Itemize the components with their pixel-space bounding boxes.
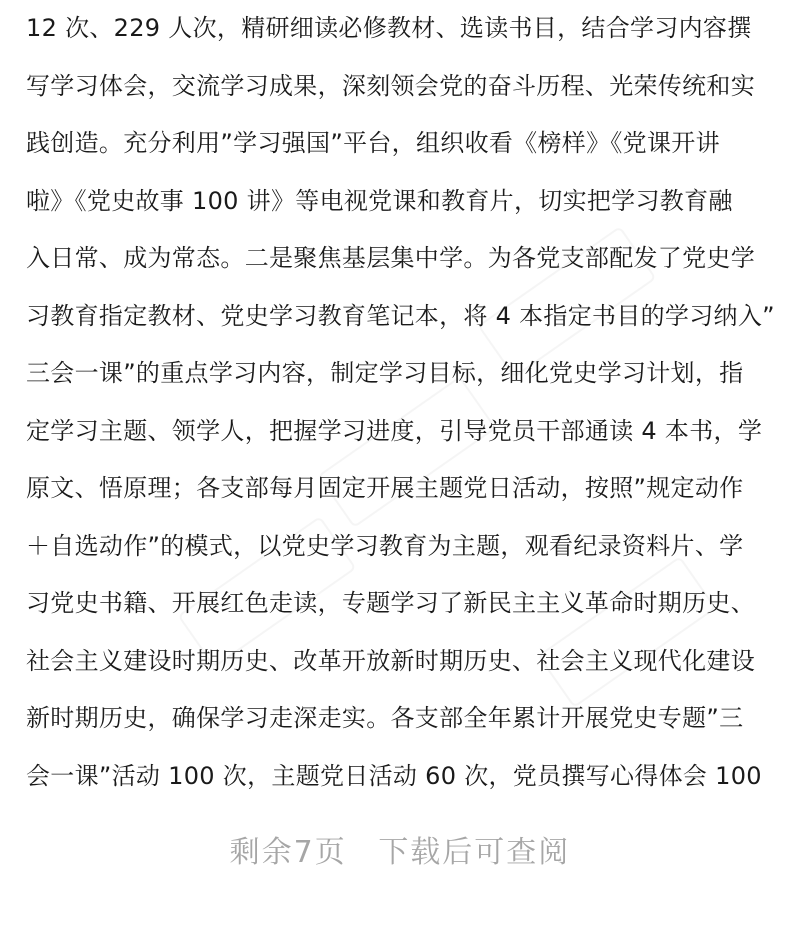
text-line: 三会一课”的重点学习内容，制定学习目标，细化党史学习计划，指 [26, 359, 744, 387]
download-prompt[interactable] [0, 823, 800, 883]
text-line: 啦》《党史故事 100 讲》等电视党课和教育片，切实把学习教育融 [26, 186, 733, 215]
text-line: 定学习主题、领学人，把握学习进度，引导党员干部通读 4 本书，学 [26, 416, 763, 445]
text-line: 会一课”活动 100 次，主题党日活动 60 次，党员撰写心得体会 100 [26, 761, 762, 790]
download-to-view-label: 下载后可查阅 [378, 835, 571, 870]
text-line: 新时期历史，确保学习走深走实。各支部全年累计开展党史专题”三 [26, 704, 744, 732]
text-line: 社会主义建设时期历史、改革开放新时期历史、社会主义现代化建设 [26, 646, 755, 675]
text-line: ＋自选动作”的模式，以党史学习教育为主题，观看纪录资料片、学 [26, 531, 744, 560]
text-line: 原文、悟原理；各支部每月固定开展主题党日活动，按照”规定动作 [26, 474, 744, 502]
text-line: 习党史书籍、开展红色走读，专题学习了新民主主义革命时期历史、 [26, 589, 755, 617]
text-line: 写学习体会，交流学习成果，深刻领会党的奋斗历程、光荣传统和实 [26, 71, 755, 100]
remaining-pages-label: 剩余7页 [229, 835, 347, 870]
text-line: 习教育指定教材、党史学习教育笔记本，将 4 本指定书目的学习纳入” [26, 301, 775, 330]
text-line: 入日常、成为常态。二是聚焦基层集中学。为各党支部配发了党史学 [26, 244, 755, 272]
document-body [26, 0, 778, 805]
text-line: 12 次、229 人次，精研细读必修教材、选读书目，结合学习内容撰 [26, 14, 752, 42]
text-line: 践创造。充分利用”学习强国”平台，组织收看《榜样》《党课开讲 [26, 129, 720, 157]
